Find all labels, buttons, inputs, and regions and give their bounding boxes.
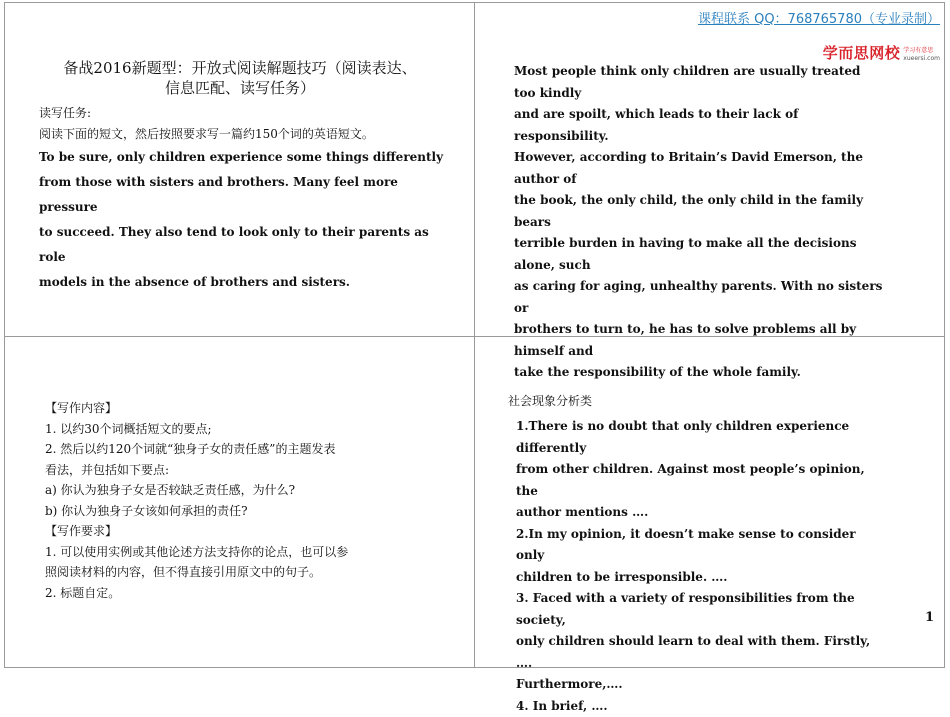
task-instruction: 阅读下面的短文，然后按照要求写一篇约150个词的英语短文。 [39, 123, 459, 145]
writing-requirements [45, 398, 445, 603]
vertical-divider [474, 2, 475, 668]
passage-line: from those with sisters and brothers. Many feel more pressure [39, 170, 459, 220]
analysis-heading: 社会现象分析类 [508, 392, 592, 410]
content-item: 1. 以约30个词概括短文的要点; [45, 419, 445, 440]
outline-line: children to be irresponsible. …. [516, 567, 876, 589]
outline-line: 4. In brief, …. [516, 696, 876, 717]
requirement-item: 2. 标题自定。 [45, 583, 445, 604]
course-contact-link[interactable]: 课程联系 QQ：768765780（专业录制） [698, 8, 940, 27]
content-item: 2. 然后以约120个词就“独身子女的责任感”的主题发表 [45, 439, 445, 460]
content-item: b) 你认为独身子女该如何承担的责任? [45, 501, 445, 522]
logo-tagline: 学习有意思 [903, 47, 940, 55]
task-label: 读写任务: [39, 103, 459, 123]
page-number: 1 [925, 610, 934, 625]
passage-line: and are spoilt, which leads to their lack of responsibility. [514, 104, 886, 147]
outline-line: 1.There is no doubt that only children experience differently [516, 416, 876, 459]
passage-line: Most people think only children are usually treated too kindly [514, 61, 886, 104]
requirement-item: 1. 可以使用实例或其他论述方法支持你的论点，也可以参 [45, 542, 445, 563]
requirement-item: 照阅读材料的内容，但不得直接引用原文中的句子。 [45, 562, 445, 583]
outline-line: author mentions …. [516, 502, 876, 524]
content-heading: 【写作内容】 [45, 398, 445, 419]
outline-line: from other children. Against most people’s opinion, the [516, 459, 876, 502]
passage-line: To be sure, only children experience some things differently [39, 145, 459, 170]
passage-line: models in the absence of brothers and sisters. [39, 270, 459, 295]
title-line-2: 信息匹配、读写任务） [40, 78, 440, 98]
title-line-1: 备战2016新题型：开放式阅读解题技巧（阅读表达、 [40, 58, 440, 78]
passage-line: take the responsibility of the whole family. [514, 362, 886, 384]
outline-line: only children should learn to deal with them. Firstly, …. [516, 631, 876, 674]
task-section [39, 103, 459, 295]
xueersi-logo [823, 42, 940, 63]
outline-line: Furthermore,…. [516, 674, 876, 696]
content-item: 看法，并包括如下要点: [45, 460, 445, 481]
outline-line: 2.In my opinion, it doesn’t make sense to consider only [516, 524, 876, 567]
requirements-heading: 【写作要求】 [45, 521, 445, 542]
content-item: a) 你认为独身子女是否较缺乏责任感，为什么? [45, 480, 445, 501]
passage-continued [514, 61, 886, 384]
passage-line: the book, the only child, the only child in the family bears [514, 190, 886, 233]
passage-line: However, according to Britain’s David Emerson, the author of [514, 147, 886, 190]
passage-line: terrible burden in having to make all the decisions alone, such [514, 233, 886, 276]
passage-line: to succeed. They also tend to look only to their parents as role [39, 220, 459, 270]
logo-name: 学而思网校 [823, 42, 901, 63]
slide-title [40, 58, 440, 98]
passage-line: brothers to turn to, he has to solve problems all by himself and [514, 319, 886, 362]
outline-line: 3. Faced with a variety of responsibilities from the society, [516, 588, 876, 631]
logo-domain: xueersi.com [903, 55, 940, 63]
logo-subtext [903, 47, 940, 63]
passage-line: as caring for aging, unhealthy parents. With no sisters or [514, 276, 886, 319]
